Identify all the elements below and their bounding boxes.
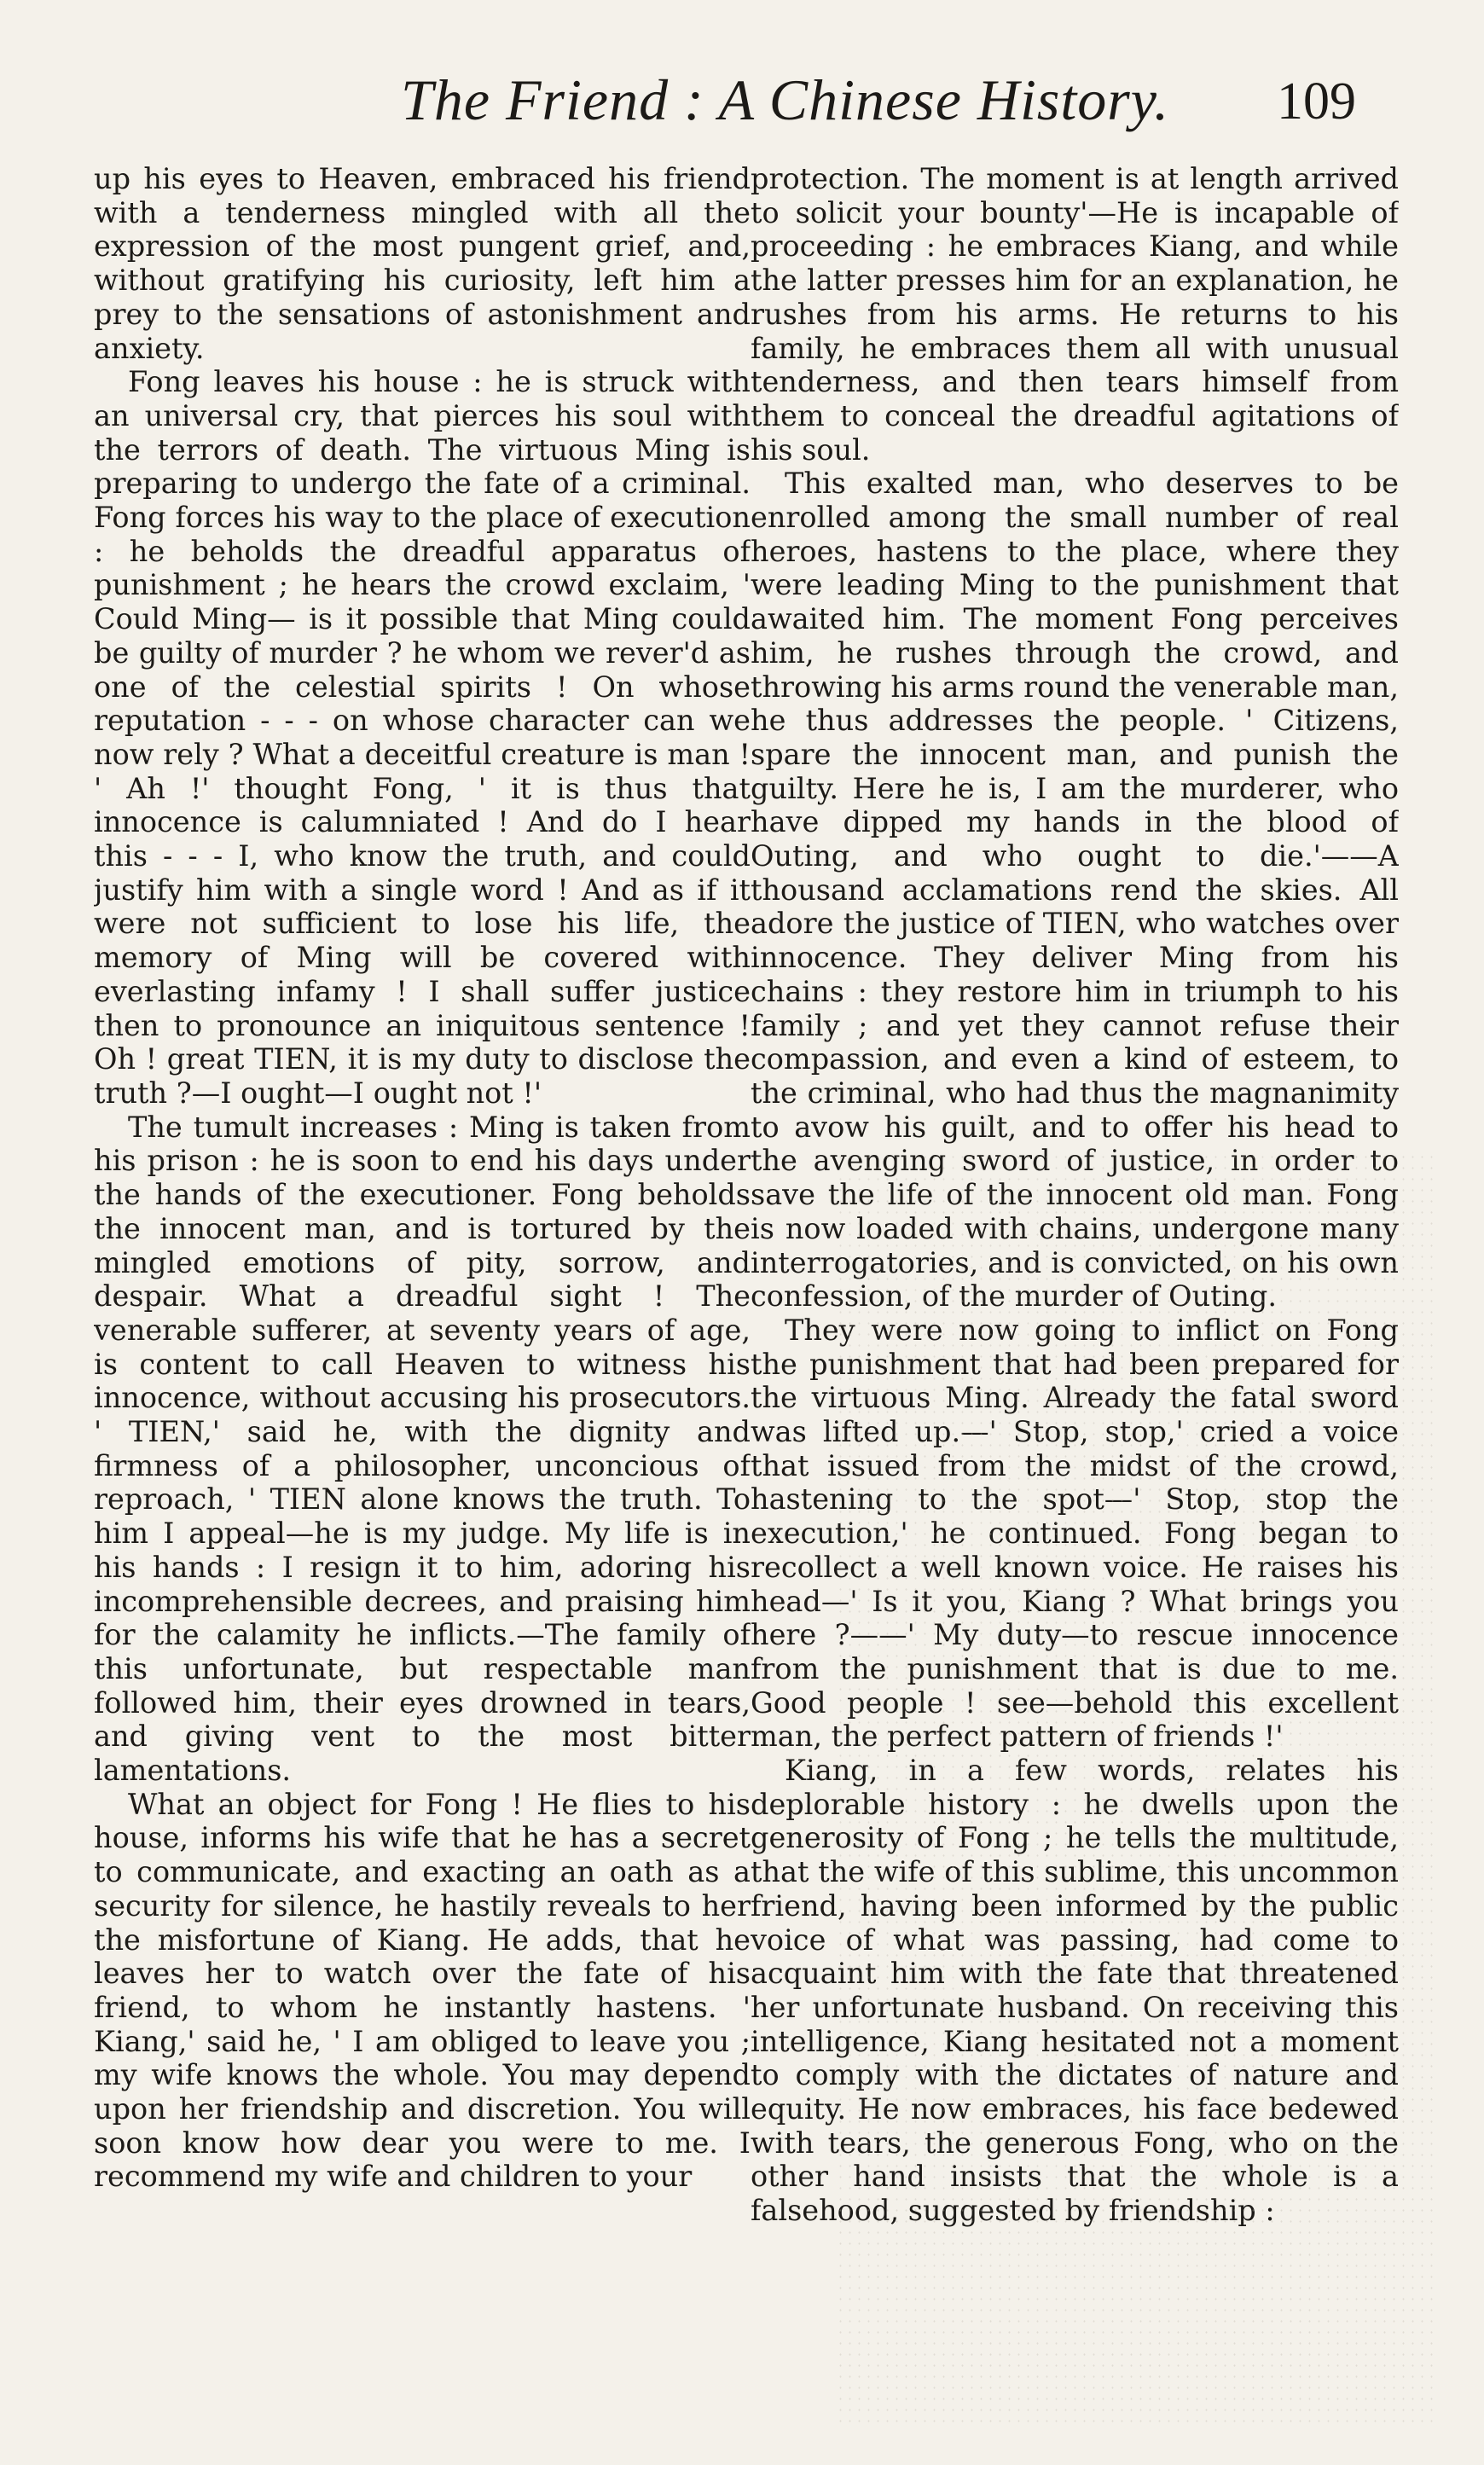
left-column xyxy=(94,162,751,2422)
paragraph: What an object for Fong ! He flies to his house, informs his wife that he has a secret to communicate, and exacting an oath as a security for silence, he hastily reveals to her the misfortune of Kiang. He adds, that he leaves her to watch over the fate of his friend, to whom he instantly hastens. ' Kiang,' said he, ' I am obliged to leave you ; my wife knows the whole. You may depend upon her friendship and discretion. You will soon know how dear you were to me. I recommend my wife and children to your xyxy=(94,1787,751,2194)
paragraph: up his eyes to Heaven, embraced his friend with a tenderness mingled with all the expression of the most pungent grief, and, without gratifying his curiosity, left him a prey to the sensations of astonishment and anxiety. xyxy=(94,162,751,365)
paragraph: Kiang, in a few words, relates his deplorable history : he dwells upon the generosity of Fong ; he tells the multitude, that the wife of this sublime, this uncommon friend, having been informed by the public voice of what was passing, had come to acquaint him with the fate that threatened her unfortunate husband. On receiving this intelligence, Kiang hesitated not a moment to comply with the dictates of nature and equity. He now embraces, his face bedewed with tears, the generous Fong, who on the other hand insists that the whole is a falsehood, suggested by friendship : xyxy=(751,1754,1399,2228)
paragraph: Fong leaves his house : he is struck with an universal cry, that pierces his soul with the terrors of death. The virtuous Ming is preparing to undergo the fate of a criminal. Fong forces his way to the place of execution : he beholds the dreadful apparatus of punishment ; he hears the crowd exclaim, ' Could Ming— is it possible that Ming could be guilty of murder ? he whom we rever'd as one of the celestial spirits ! On whose reputation - - - on whose character can we now rely ? What a deceitful creature is man ! ' Ah !' thought Fong, ' it is thus that innocence is calumniated ! And do I hear this - - - I, who know the truth, and could justify him with a single word ! And as if it were not sufficient to lose his life, the memory of Ming will be covered with everlasting infamy ! I shall suffer justice then to pronounce an iniquitous sentence ! Oh ! great TIEN, it is my duty to disclose the truth ?—I ought—I ought not !' xyxy=(94,365,751,1110)
paragraph: The tumult increases : Ming is taken from his prison : he is soon to end his days under the hands of the executioner. Fong beholds the innocent man, and is tortured by the mingled emotions of pity, sorrow, and despair. What a dreadful sight ! The venerable sufferer, at seventy years of age, is content to call Heaven to witness his innocence, without accusing his prosecutors. ' TIEN,' said he, with the dignity and firmness of a philosopher, unconcious of reproach, ' TIEN alone knows the truth. To him I appeal—he is my judge. My life is in his hands : I resign it to him, adoring his incomprehensible decrees, and praising him for the calamity he inflicts.—The family of this unfortunate, but respectable man followed him, their eyes drowned in tears, and giving vent to the most bitter lamentations. xyxy=(94,1110,751,1788)
running-head xyxy=(401,67,1356,152)
page-number: 109 xyxy=(1277,72,1356,130)
paragraph: This exalted man, who deserves to be enrolled among the small number of real heroes, hastens to the place, where they were leading Ming to the punishment that awaited him. The moment Fong perceives him, he rushes through the crowd, and throwing his arms round the venerable man, he thus addresses the people. ' Citizens, spare the innocent man, and punish the guilty. Here he is, I am the murderer, who have dipped my hands in the blood of Outing, and who ought to die.'——A thousand acclamations rend the skies. All adore the justice of TIEN, who watches over innocence. They deliver Ming from his chains : they restore him in triumph to his family ; and yet they cannot refuse their compassion, and even a kind of esteem, to the criminal, who had thus the magnanimity to avow his guilt, and to offer his head to the avenging sword of justice, in order to save the life of the innocent old man. Fong is now loaded with chains, undergone many interrogatories, and is convicted, on his own confession, of the murder of Outing. xyxy=(751,467,1399,1314)
right-column xyxy=(751,162,1399,2422)
paragraph: protection. The moment is at length arrived to solicit your bounty'—He is incapable of proceeding : he embraces Kiang, and while the latter presses him for an explanation, he rushes from his arms. He returns to his family, he embraces them all with unusual tenderness, and then tears himself from them to conceal the dreadful agitations of his soul. xyxy=(751,162,1399,467)
paragraph: They were now going to inflict on Fong the punishment that had been prepared for the virtuous Ming. Already the fatal sword was lifted up.—' Stop, stop,' cried a voice that issued from the midst of the crowd, hastening to the spot—' Stop, stop the execution,' he continued. Fong began to recollect a well known voice. He raises his head—' Is it you, Kiang ? What brings you here ?——' My duty—to rescue innocence from the punishment that is due to me. Good people ! see—behold this excellent man, the perfect pattern of friends !' xyxy=(751,1313,1399,1754)
running-title: The Friend : A Chinese History. xyxy=(401,67,1170,132)
